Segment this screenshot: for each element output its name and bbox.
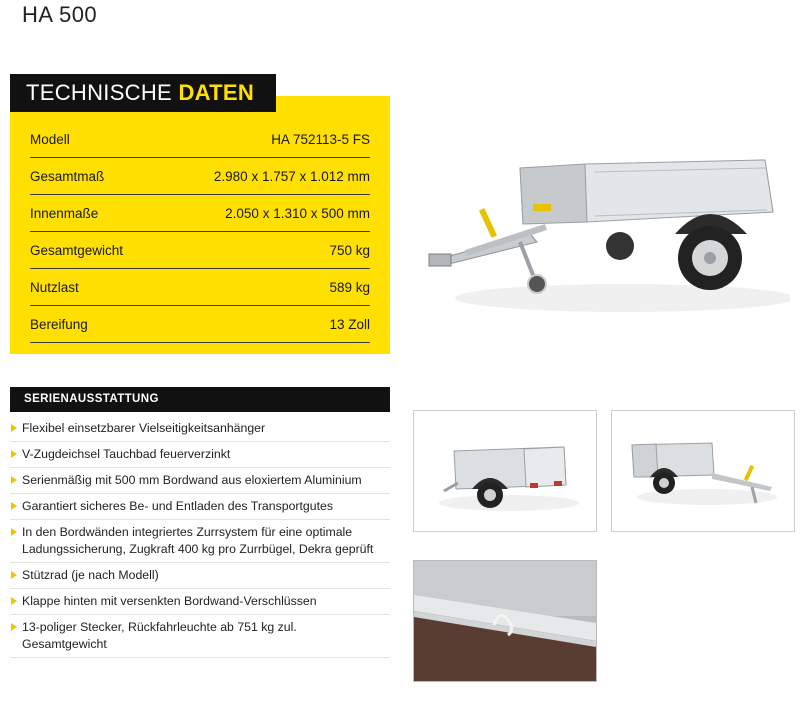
bullet-icon [11,571,17,579]
bullet-icon [11,597,17,605]
thumbnail-image-rear[interactable] [413,410,597,532]
list-item [10,563,390,589]
list-item-text: Klappe hinten mit versenkten Bordwand-Verschlüssen [22,594,317,608]
list-item-text: In den Bordwänden integriertes Zurrsystem für eine optimale Ladungssicherung, Zugkraft 400 kg pro Zurrbügel, Dekra geprüft [22,525,374,556]
list-item [10,468,390,494]
bullet-icon [11,623,17,631]
bullet-icon [11,528,17,536]
list-item-text: Stützrad (je nach Modell) [22,568,159,582]
series-list [10,416,390,658]
tech-value: 13 Zoll [329,316,370,332]
tech-row [30,158,370,195]
list-item-text: Garantiert sicheres Be- und Entladen des Transportgutes [22,499,334,513]
tech-row [30,195,370,232]
list-item [10,589,390,615]
tech-label: Modell [30,131,70,147]
list-item [10,494,390,520]
detail-image-lashing-bracket[interactable] [413,560,597,682]
series-heading: SERIENAUSSTATTUNG [10,387,390,412]
tech-value: HA 752113-5 FS [271,131,370,147]
tech-value: 750 kg [329,242,370,258]
list-item-text: V-Zugdeichsel Tauchbad feuerverzinkt [22,447,231,461]
tech-data-heading [10,74,276,112]
tech-value: 2.050 x 1.310 x 500 mm [225,205,370,221]
bullet-icon [11,502,17,510]
list-item [10,442,390,468]
list-item [10,615,390,658]
page-title: HA 500 [22,2,98,27]
thumbnail-image-side[interactable] [611,410,795,532]
bullet-icon [11,476,17,484]
tech-value: 589 kg [329,279,370,295]
tech-value: 2.980 x 1.757 x 1.012 mm [213,168,370,184]
tech-row [30,121,370,158]
list-item-text: Serienmäßig mit 500 mm Bordwand aus eloxiertem Aluminium [22,473,362,487]
tech-label: Bereifung [30,316,88,332]
tech-data-table [30,121,370,343]
tech-row [30,306,370,343]
tech-row [30,269,370,306]
list-item [10,416,390,442]
trailer-main-image [405,150,790,325]
tech-label: Innenmaße [30,205,99,221]
tech-row [30,232,370,269]
bullet-icon [11,424,17,432]
tech-heading-part2: DATEN [178,80,255,105]
list-item-text: 13-poliger Stecker, Rückfahrleuchte ab 751 kg zul. Gesamtgewicht [22,620,297,651]
tech-label: Gesamtmaß [30,168,105,184]
tech-heading-part1: TECHNISCHE [26,80,173,105]
list-item [10,520,390,563]
list-item-text: Flexibel einsetzbarer Vielseitigkeitsanhänger [22,421,266,435]
tech-label: Gesamtgewicht [30,242,124,258]
tech-label: Nutzlast [30,279,79,295]
bullet-icon [11,450,17,458]
